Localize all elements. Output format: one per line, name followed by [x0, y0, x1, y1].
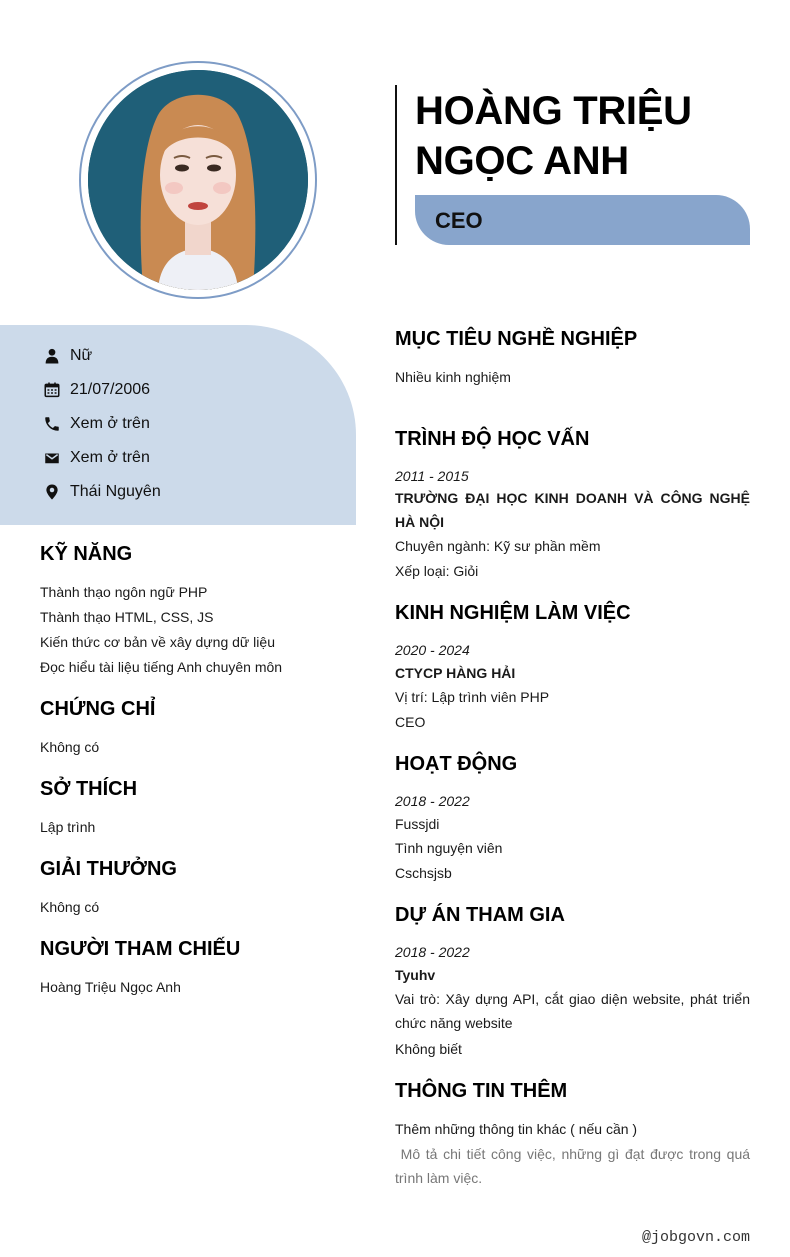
phone-icon: [42, 414, 62, 434]
additional-info-text: Thêm những thông tin khác ( nếu cần ): [395, 1121, 638, 1137]
activities-heading: HOẠT ĐỘNG: [395, 753, 518, 775]
project-detail: Không biết: [395, 1041, 462, 1057]
job-title-banner: [415, 195, 750, 245]
education-period: 2011 - 2015: [395, 468, 469, 484]
additional-info-heading: THÔNG TIN THÊM: [395, 1080, 568, 1102]
education-grade: Xếp loại: Giỏi: [395, 563, 479, 579]
gender-value: Nữ: [70, 347, 93, 364]
candidate-name: [415, 86, 775, 186]
projects-heading: DỰ ÁN THAM GIA: [395, 904, 565, 926]
reference-item: Hoàng Triệu Ngọc Anh: [40, 979, 181, 995]
skill-item: Thành thạo ngôn ngữ PHP: [40, 584, 208, 600]
activity-item: Cschsjsb: [395, 865, 452, 881]
awards-heading: GIẢI THƯỞNG: [40, 858, 177, 880]
contact-address: [42, 482, 161, 502]
skills-heading: KỸ NĂNG: [40, 543, 133, 565]
job-title: CEO: [435, 208, 483, 233]
award-item: Không có: [40, 899, 100, 915]
experience-position: Vị trí: Lập trình viên PHP: [395, 689, 550, 705]
envelope-icon: [42, 448, 62, 468]
experience-company: CTYCP HÀNG HẢI: [395, 665, 516, 681]
person-icon: [42, 346, 62, 366]
experience-heading: KINH NGHIỆM LÀM VIỆC: [395, 602, 631, 624]
education-school: TRƯỜNG ĐẠI HỌC KINH DOANH VÀ CÔNG NGHỆ HÀ NỘI: [395, 490, 750, 530]
activity-item: Fussjdi: [395, 816, 440, 832]
birthdate-value: 21/07/2006: [70, 381, 151, 398]
objective-heading: MỤC TIÊU NGHỀ NGHIỆP: [395, 328, 638, 350]
address-value: Thái Nguyên: [70, 483, 161, 500]
objective-text: Nhiều kinh nghiệm: [395, 369, 511, 385]
email-value: Xem ở trên: [70, 449, 150, 466]
education-heading: TRÌNH ĐỘ HỌC VẤN: [395, 428, 590, 450]
contact-birthdate: [42, 380, 150, 400]
header-divider: [395, 85, 397, 245]
skill-item: Thành thạo HTML, CSS, JS: [40, 609, 214, 625]
project-name: Tyuhv: [395, 967, 436, 983]
references-heading: NGƯỜI THAM CHIẾU: [40, 938, 241, 960]
name-line-2: NGỌC ANH: [415, 139, 629, 183]
phone-value: Xem ở trên: [70, 415, 150, 432]
hobby-item: Lập trình: [40, 819, 96, 835]
avatar: [88, 70, 308, 290]
portrait-photo: [88, 70, 308, 290]
skill-item: Kiến thức cơ bản về xây dựng dữ liệu: [40, 634, 275, 650]
calendar-icon: [42, 380, 62, 400]
experience-period: 2020 - 2024: [395, 642, 470, 658]
additional-info-hint: Mô tả chi tiết công việc, những gì đạt được trong quá trình làm việc.: [395, 1146, 754, 1186]
certificates-heading: CHỨNG CHỈ: [40, 698, 156, 720]
skill-item: Đọc hiểu tài liệu tiếng Anh chuyên môn: [40, 659, 283, 675]
contact-phone: [42, 414, 150, 434]
certificate-item: Không có: [40, 739, 100, 755]
activities-period: 2018 - 2022: [395, 793, 470, 809]
watermark: @jobgovn.com: [641, 1229, 750, 1246]
project-period: 2018 - 2022: [395, 944, 470, 960]
project-role: Vai trò: Xây dựng API, cắt giao diện website, phát triển chức năng website: [395, 991, 750, 1031]
hobbies-heading: SỞ THÍCH: [40, 778, 138, 800]
experience-detail: CEO: [395, 714, 426, 730]
name-line-1: HOÀNG TRIỆU: [415, 89, 692, 133]
activity-item: Tình nguyện viên: [395, 840, 503, 856]
education-major: Chuyên ngành: Kỹ sư phần mềm: [395, 538, 601, 554]
contact-email: [42, 448, 150, 468]
location-pin-icon: [42, 482, 62, 502]
contact-gender: [42, 346, 92, 366]
